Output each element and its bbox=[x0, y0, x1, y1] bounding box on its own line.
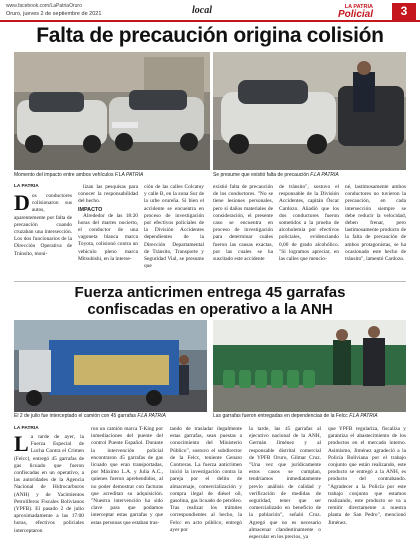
story2-col4-text: la tarde, las 45 garrafas al ejecutivo nacional de la ANH, Germán Jiménez y al responsable distrital comercial de YPFB Oruro, Gilmar Cruz. "Una vez que jurídicamente estos casos se cumplan, tendríamos inmediatamente previo análisis de calidad y verificación de medidas de seguridad, tener que ser comercializado en beneficio de la población", señaló Cruz. Agregó que no es necesario almacenar clandestinamente o especular en los precios, ya bbox=[249, 426, 321, 541]
caption-collision-right bbox=[213, 172, 406, 178]
brand-top: LA PATRIA bbox=[344, 4, 374, 10]
story1-column-3 bbox=[144, 184, 204, 270]
story1-column-4 bbox=[213, 184, 273, 263]
header-rule bbox=[0, 20, 420, 22]
story1-column-2 bbox=[78, 184, 138, 264]
brand-logo bbox=[338, 4, 373, 20]
story2-column-2 bbox=[91, 426, 163, 527]
caption-garrafas bbox=[213, 413, 406, 419]
dropcap: L bbox=[14, 431, 29, 456]
headline-collision: Falta de precaución origina colisión bbox=[36, 24, 384, 47]
caption-collision-left bbox=[14, 172, 210, 178]
caption-text: Se presume que existió falta de precaución bbox=[213, 172, 309, 178]
facebook-url[interactable]: www.facebook.com/LaPatriaOruro bbox=[6, 3, 82, 9]
story2-col3-text: tando de trasladar ilegalmente estas garrafas, sean puestas a conocimiento del Ministerio Público", sostuvo el subdirector de la Felcc, teniente Genaro Contreras. La fuerza anticrimen inició la investigación contra la pareja por el delito de almacenaje, comercialización y compra ilegal de diésel oíl, gasolina, gas licuado de petróleo. Tras realizar los trámites correspondientes al hecho, la Felcc en acto público, entregó ayer por bbox=[170, 426, 242, 533]
photo-collision-left bbox=[14, 52, 210, 170]
page-number: 3 bbox=[392, 3, 416, 20]
story2-column-4 bbox=[249, 426, 321, 541]
story1-col2-text-b: Alrededor de las 18:20 horas del martes nocierto, el conductor de una vagoneta blanca marca Toyota, colisionó contra un vehículo pleno marca Mitsubishi, en la interse- bbox=[78, 212, 138, 262]
story1-column-5 bbox=[279, 184, 339, 263]
collision-photo-left-image bbox=[14, 52, 210, 170]
date-line: Oruro, jueves 2 de septiembre de 2021 bbox=[6, 11, 102, 17]
story1-column-6 bbox=[345, 184, 406, 263]
story1-col6-text: né, lastimosamente ambos conductores no tuvieron la precaución, en cada intersección siempre se debe reducir la velocidad, deben frenar, pero lastimosamente producto de la falta de precaución de ambos protagonistas, se ha ocasionado este hecho de tránsito", lamentó Cardozo. bbox=[345, 184, 406, 263]
story1-col5-text: de tránsito", sostuvo el responsable de la División Accidentes, capitán Óscar Cardozo. Añadió que los dos conductores fueron sometidos a la prueba de alcoholemia por efectivos policiales, evidenciando 0,00 de grado alcohólico. "Si logramos apreciar, en las calles que mencio- bbox=[279, 184, 339, 263]
dropcap: D bbox=[14, 190, 30, 215]
caption-text: Momento del impacto entre ambos vehículos bbox=[14, 172, 114, 178]
story2-col2-text: ron un camión marca T-King por inmediaciones del puente del control Puente Español. Durante la intervención policial encontraron 45 garrafas de gas licuado que eran transportadas, por Máximo L.A. y Julia A.C., quienes fueron aprehendidos, al no poder demostrar con facturas que acreditan su adquisición. "Nuestra intervención ha sido clave para que podamos interceptar estas garrafas y que estas personas que estaban tras- bbox=[91, 426, 163, 526]
photo-collision-right bbox=[213, 52, 406, 170]
photo-credit: F.LA PATRIA bbox=[137, 413, 166, 419]
story1-col4-text: existió falta de precaución de los conductores. "No se tiene lesiones personales, pero sí daños materiales de consideración, el presente caso se encuentra en proceso de investigación para determinar cuáles fueron las causas exactas, por las cuales se ha suscitado este accidente bbox=[213, 184, 273, 263]
byline-story2: LA PATRIA bbox=[14, 426, 39, 431]
section-label: local bbox=[192, 5, 212, 16]
caption-text: El 2 de julio fue interceptado el camión con 45 garrafas bbox=[14, 413, 137, 419]
story1-col2-text-a: lizan las pesquisas para conocer la responsabilidad del hecho. bbox=[78, 184, 138, 205]
story1-col3-text: ción de las calles Colcatuy y calle B, en la zona Sur de la urbe orureña. Si bien el accidente se encuentra en proceso de investigación por efectivos policiales de la División Accidentes dependientes de la Dirección Departamental de Tránsito, Transporte y Seguridad Vial, se presume que bbox=[144, 184, 204, 270]
photo-credit: F.LA PATRIA bbox=[114, 172, 144, 178]
photo-credit: F.LA PATRIA bbox=[349, 413, 378, 419]
headline-line-1: Fuerza anticrimen entrega 45 garrafas bbox=[74, 284, 346, 301]
brand-name: Policial bbox=[338, 9, 374, 20]
story2-column-5 bbox=[328, 426, 406, 527]
truck-photo-image bbox=[14, 320, 207, 412]
headline-anticrimen bbox=[0, 284, 420, 318]
story-divider bbox=[14, 281, 406, 282]
story2-col1-text: a tarde de ayer, la Fuerza Especial de Lucha Contra el Crimen (Felcc), entregó 45 garrafas de gas licuado que fueron confiscadas en un operativo, a las autoridades de la Agencia Nacional de Hidrocarburos (ANH) y de Yacimientos Petrolíferos Fiscales Bolivianos (YPFB). El pasado 2 de julio aproximadamente a las 17:00 horas, efectivos policiales interceptaron bbox=[14, 434, 84, 534]
story2-col5-text: que YPFB regulariza, fiscaliza y garantiza el abastecimiento de los productos en el mercado interno. Asimismo, Jiménez agradeció a la Policía Boliviana por el trabajo conjunto que están realizando, este producto se entregó a la ANH, es producto del contrabando. "Agradecer a la Policía por este trabajo conjunto que estamos realizando, este producto se va a remitir directamente a nuestra planta de San Pedro", mencionó Jiménez. bbox=[328, 426, 406, 526]
caption-truck bbox=[14, 413, 207, 419]
photo-truck bbox=[14, 320, 207, 412]
headline-line-2: confiscadas en operativo a la ANH bbox=[87, 301, 333, 318]
photo-credit: F.LA PATRIA bbox=[310, 172, 339, 178]
story1-col1-text: os conductores colisionaron sus autos, aparentemente por falta de precaución cuando cruzaban una intersección. Los dos funcionarios de la Dirección Operativa de Tránsito, moni- bbox=[14, 193, 72, 257]
story2-column-1 bbox=[14, 431, 84, 535]
story1-column-1 bbox=[14, 190, 72, 258]
collision-photo-right-image bbox=[213, 52, 406, 170]
story2-column-3 bbox=[170, 426, 242, 534]
caption-text: Las garrafas fueron entregadas en dependencias de la Felcc bbox=[213, 413, 348, 419]
garrafas-photo-image bbox=[213, 320, 406, 412]
photo-garrafas bbox=[213, 320, 406, 412]
byline-story1: LA PATRIA bbox=[14, 184, 39, 189]
subheading-impacto: IMPACTO bbox=[78, 206, 103, 213]
